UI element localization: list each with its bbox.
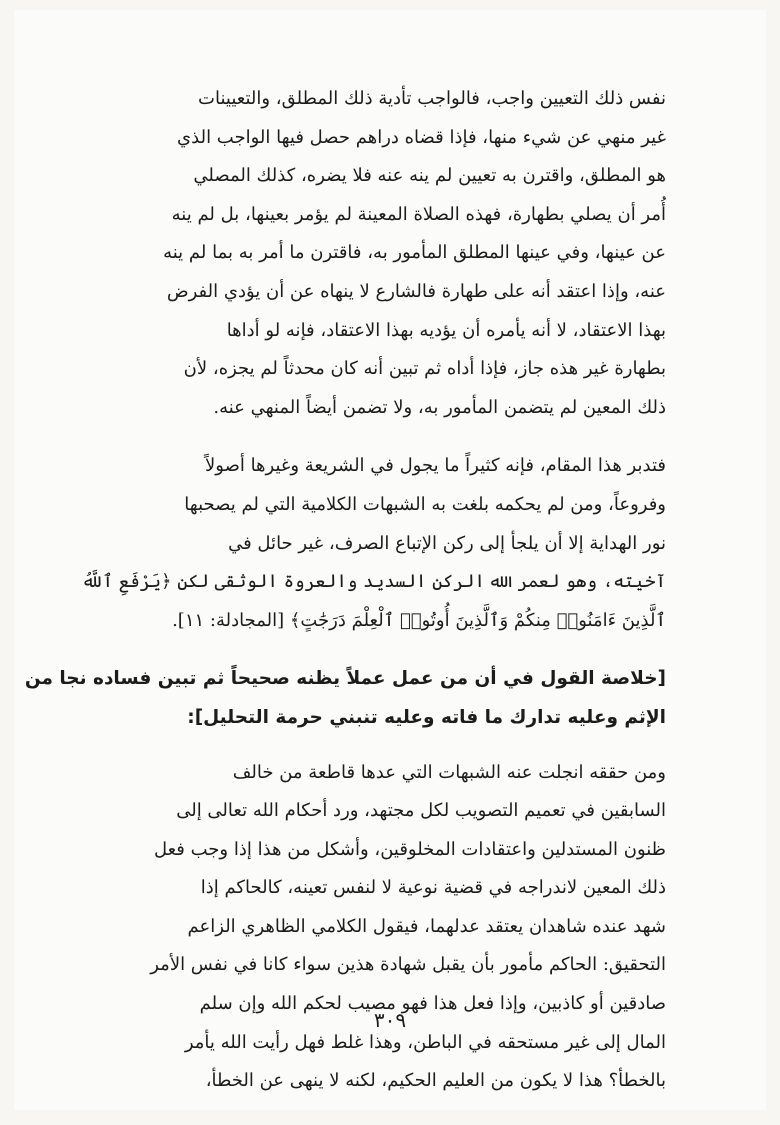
- text-line: غير منهي عن شيء منها، فإذا قضاه دراهم حصل فيها الواجب الذي: [177, 126, 666, 148]
- text-line: وفروعاً، ومن لم يحكمه بلغت به الشبهات الكلامية التي لم يصحبها: [184, 493, 666, 515]
- text-line: ومن حققه انجلت عنه الشبهات التي عدها قاطعة من خالف: [232, 761, 666, 783]
- heading-line: الإثم وعليه تدارك ما فاته وعليه تنبني حرمة التحليل]:: [187, 706, 666, 728]
- text-line: صادقين أو كاذبين، وإذا فعل هذا فهو مصيب لحكم الله وإن سلم: [199, 993, 666, 1015]
- text-line: التحقيق: الحاكم مأمور بأن يقبل شهادة هذين سواء كانا في نفس الأمر: [150, 954, 666, 976]
- text-line: المال إلى غير مستحقه في الباطن، وهذا غلط فهل رأيت الله يأمر: [184, 1031, 666, 1053]
- text-line: عنه، وإذا اعتقد أنه على طهارة فالشارع لا ينهاه عن أن يؤدي الفرض: [166, 280, 666, 302]
- text-line: السابقين في تعميم التصويب لكل مجتهد، ورد أحكام الله تعالى إلى: [176, 800, 666, 822]
- heading-line: [خلاصة القول في أن من عمل عملاً يظنه صحيحاً ثم تبين فساده نجا من: [24, 668, 666, 690]
- paragraph-2: [81, 447, 666, 640]
- text-line: هو المطلق، واقترن به تعيين لم ينه عنه فلا يضره، كذلك المصلي: [193, 165, 666, 187]
- text-line: أُمر أن يصلي بطهارة، فهذه الصلاة المعينة لم يؤمر بعينها، بل لم ينه: [171, 203, 666, 225]
- text-line: بطهارة غير هذه جاز، فإذا أداه ثم تبين أنه كان محدثاً لم يجزه، لأن: [183, 358, 666, 380]
- text-line: فتدبر هذا المقام، فإنه كثيراً ما يجول في الشريعة وغيرها أصولاً: [205, 455, 666, 477]
- paragraph-3: [134, 754, 666, 1101]
- text-line: بالخطأ؟ هذا لا يكون من العليم الحكيم، لكنه لا ينهى عن الخطأ،: [205, 1070, 666, 1092]
- page-body: [24, 80, 666, 1101]
- page-number: ٣٠٩: [373, 1008, 407, 1032]
- text-line: ظنون المستدلين واعتقادات المخلوقين، وأشكل من هذا إذا وجب فعل: [153, 838, 666, 860]
- text-line: شهد عنده شاهدان يعتقد عدلهما، فيقول الكلامي الظاهري الزاعم: [187, 915, 666, 937]
- text-line: نور الهداية إلا أن يلجأ إلى ركن الإتباع الصرف، غير حائل في: [228, 532, 666, 554]
- section-heading: [24, 660, 666, 737]
- text-line: بهذا الاعتقاد، لا أنه يأمره أن يؤديه بهذا الاعتقاد، فإنه لو أداها: [226, 319, 666, 341]
- paragraph-1: [134, 80, 666, 427]
- paragraph-spacer: [134, 427, 666, 447]
- text-line: نفس ذلك التعيين واجب، فالواجب تأدية ذلك المطلق، والتعيينات: [198, 88, 666, 109]
- text-line: عن عينها، وفي عينها المطلق المأمور به، فاقترن ما أمر به بما لم ينه: [163, 242, 666, 264]
- text-line: ذلك المعين لاندراجه في قضية نوعية لا لنفس تعينه، كالحاكم إذا: [200, 877, 666, 899]
- paragraph-spacer: [134, 738, 666, 754]
- text-line: ذلك المعين لم يتضمن المأمور به، ولا تضمن أيضاً المنهي عنه.: [213, 396, 666, 418]
- text-line: آخيته، وهو لعمر الله الركن السديد والعروة الوثقى لكن ﴿يَرْفَعِ ٱللَّهُ: [81, 571, 666, 593]
- paragraph-spacer: [134, 640, 666, 660]
- book-page: [14, 10, 766, 1110]
- quran-verse-line: ٱلَّذِينَ ءَامَنُوا۟ مِنكُمْ وَٱلَّذِينَ أُوتُوا۟ ٱلْعِلْمَ دَرَجَٰتٍ﴾ [المجادلة: ١١].: [172, 609, 666, 631]
